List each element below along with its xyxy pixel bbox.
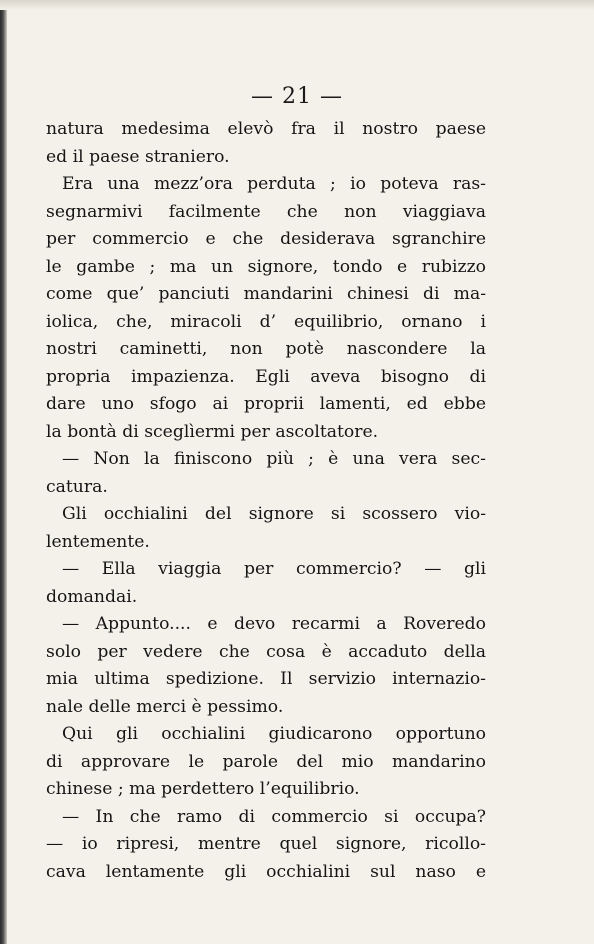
text-line: catura. — [46, 476, 108, 497]
text-line: Era una mezz’ora perduta ; io poteva ras- — [62, 174, 486, 194]
text-line: domandai. — [46, 586, 138, 607]
text-line: nale delle merci è pessimo. — [46, 696, 284, 717]
text-line: solo per vedere che cosa è accaduto della — [46, 641, 486, 662]
text-line: — In che ramo di commercio si occupa? — [62, 806, 486, 827]
text-line: di approvare le parole del mio mandarino — [46, 751, 486, 772]
text-line: — Ella viaggia per commercio? — gli — [62, 559, 486, 579]
text-line: nostri caminetti, non potè nascondere la — [46, 339, 486, 359]
page-left-edge — [0, 0, 7, 944]
text-line: lentemente. — [46, 531, 150, 552]
text-line: cava lentamente gli occhialini sul naso e — [46, 861, 486, 882]
text-line: le gambe ; ma un signore, tondo e rubizzo — [46, 256, 486, 277]
text-line: Qui gli occhialini giudicarono opportuno — [62, 724, 486, 744]
text-line: propria impazienza. Egli aveva bisogno di — [46, 366, 486, 387]
text-line: — Appunto.... e devo recarmi a Roveredo — [62, 614, 486, 634]
text-line: iolica, che, miracoli d’ equilibrio, ornano i — [46, 311, 486, 332]
text-line: — io ripresi, mentre quel signore, ricollo- — [46, 834, 486, 854]
text-line: come que’ panciuti mandarini chinesi di ma- — [46, 284, 486, 304]
page-number: — 21 — — [251, 84, 343, 109]
text-line: — Non la finiscono più ; è una vera sec- — [62, 449, 486, 469]
body-text — [46, 116, 486, 886]
text-line: dare uno sfogo ai proprii lamenti, ed ebbe — [46, 394, 486, 414]
text-line: segnarmivi facilmente che non viaggiava — [46, 201, 486, 222]
page-top-edge — [0, 0, 594, 10]
text-line: natura medesima elevò fra il nostro paese — [46, 119, 486, 139]
text-line: la bontà di sceglìermi per ascoltatore. — [46, 421, 379, 442]
text-line: ed il paese straniero. — [46, 146, 230, 167]
text-line: per commercio e che desiderava sgranchire — [46, 229, 486, 249]
text-line: Gli occhialini del signore si scossero vio- — [62, 504, 486, 524]
text-line: chinese ; ma perdettero l’equilibrio. — [46, 779, 360, 799]
text-line: mia ultima spedizione. Il servizio internazio- — [46, 669, 486, 689]
